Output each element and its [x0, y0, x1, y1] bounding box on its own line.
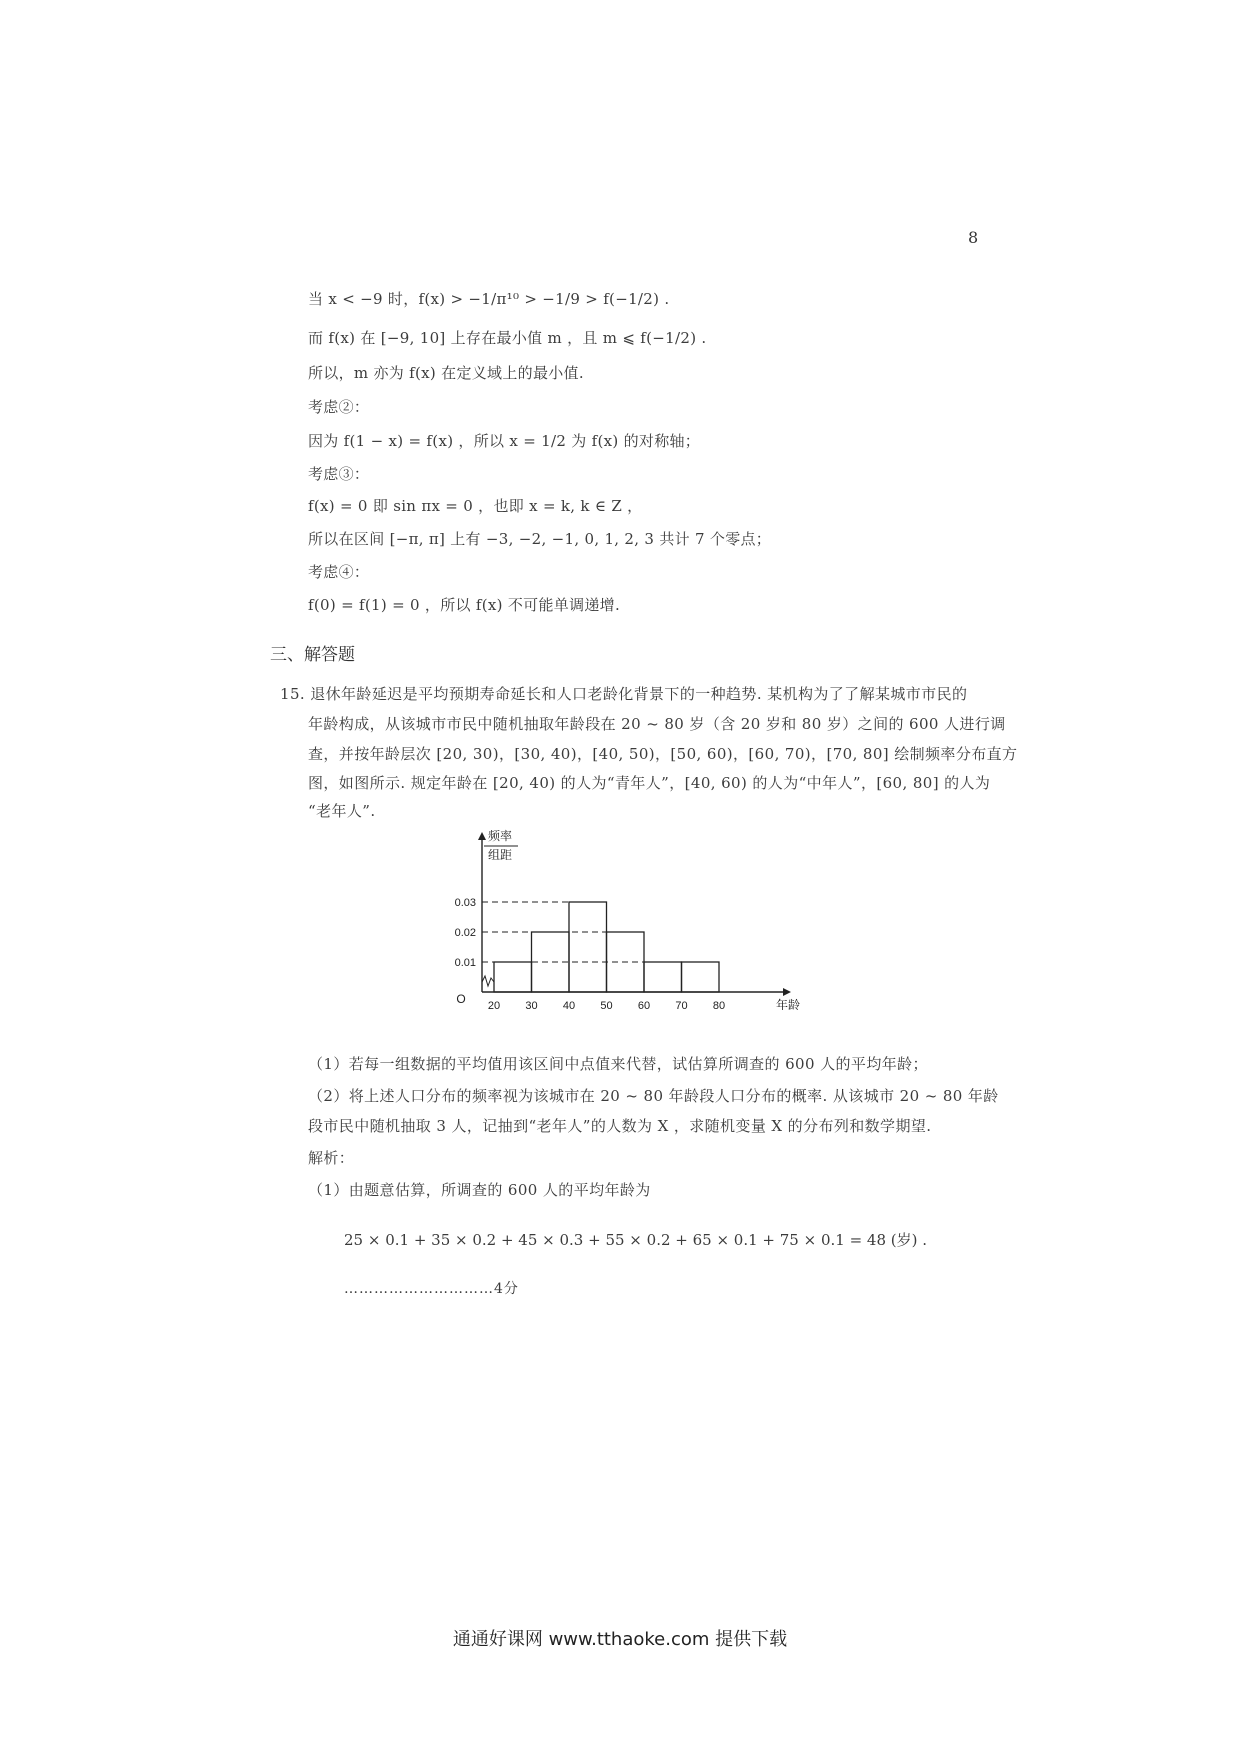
proof-line: 考虑④： — [308, 563, 370, 581]
question-line: （2）将上述人口分布的频率视为该城市在 20 ~ 80 年龄段人口分布的概率. 从该城市 20 ~ 80 年龄 — [308, 1087, 999, 1105]
x-tick-label: 20 — [487, 1000, 501, 1010]
footer: 通通好课网 www.tthaoke.com 提供下载 — [452, 1629, 788, 1650]
question-line: （1）若每一组数据的平均值用该区间中点值来代替，试估算所调查的 600 人的平均年龄； — [308, 1055, 928, 1073]
x-tick-label: 80 — [712, 1000, 726, 1010]
y-tick-label: 0.03 — [454, 897, 476, 909]
proof-line: 所以在区间 [−π, π] 上有 −3, −2, −1, 0, 1, 2, 3 共计 7 个零点； — [308, 530, 772, 548]
histogram-bar — [682, 962, 720, 992]
problem-line: 图，如图所示. 规定年龄在 [20, 40) 的人为“青年人”，[40, 60) 的人为“中年人”，[60, 80] 的人为 — [308, 774, 991, 792]
y-tick-label: 0.02 — [454, 927, 476, 939]
problem-line: 查，并按年龄层次 [20, 30)，[30, 40)，[40, 50)，[50, 60)，[60, 70)，[70, 80] 绘制频率分布直方 — [308, 745, 1018, 763]
x-tick-label: 50 — [600, 1000, 613, 1010]
histogram-bar — [644, 962, 682, 992]
y-axis-arrow — [478, 832, 486, 840]
histogram-bar — [569, 902, 607, 992]
y-axis-label: 组距 — [487, 848, 513, 862]
question-line: 段市民中随机抽取 3 人，记抽到“老年人”的人数为 X ，求随机变量 X 的分布列和数学期望. — [308, 1117, 932, 1135]
proof-line: f(x) = 0 即 sin πx = 0 ，也即 x = k, k ∈ Z ， — [308, 497, 643, 515]
y-axis-label: 频率 — [487, 829, 513, 843]
origin-label: O — [456, 992, 466, 1006]
proof-line: 所以，m 亦为 f(x) 在定义域上的最小值. — [308, 364, 584, 382]
proof-line: 而 f(x) 在 [−9, 10] 上存在最小值 m ，且 m ⩽ f(−1/2) . — [308, 329, 707, 347]
y-tick-label: 0.01 — [454, 957, 476, 969]
histogram-bar — [494, 962, 532, 992]
x-tick-label: 70 — [675, 1000, 688, 1010]
section-title: 三、解答题 — [270, 645, 355, 665]
problem-line: 15. 退休年龄延迟是平均预期寿命延长和人口老龄化背景下的一种趋势. 某机构为了了解某城市市民的 — [280, 685, 968, 703]
x-axis-label: 年龄 — [776, 998, 800, 1010]
proof-line: 当 x < −9 时，f(x) > −1/π¹⁰ > −1/9 > f(−1/2) . — [308, 290, 670, 308]
problem-line: 年龄构成，从该城市市民中随机抽取年龄段在 20 ~ 80 岁（含 20 岁和 80 岁）之间的 600 人进行调 — [308, 715, 1006, 733]
proof-line: 考虑③： — [308, 465, 370, 483]
solution-line: （1）由题意估算，所调查的 600 人的平均年龄为 — [308, 1181, 651, 1199]
score-line: …………………………4分 — [344, 1281, 519, 1297]
frequency-histogram — [440, 828, 800, 1010]
formula: 25 × 0.1 + 35 × 0.2 + 45 × 0.3 + 55 × 0.2 + 65 × 0.1 + 75 × 0.1 = 48 (岁) . — [344, 1231, 928, 1249]
x-tick-label: 60 — [637, 1000, 651, 1010]
axis-break — [482, 976, 494, 986]
page-number: 8 — [968, 228, 979, 247]
x-tick-label: 30 — [525, 1000, 538, 1010]
problem-line: “老年人”. — [308, 802, 376, 820]
x-tick-label: 40 — [562, 1000, 576, 1010]
proof-line: 考虑②： — [308, 398, 370, 416]
x-axis-arrow — [783, 988, 791, 996]
analysis-label: 解析： — [308, 1149, 355, 1167]
proof-line: 因为 f(1 − x) = f(x) ，所以 x = 1/2 为 f(x) 的对称轴； — [308, 432, 701, 450]
proof-line: f(0) = f(1) = 0 ，所以 f(x) 不可能单调递增. — [308, 596, 621, 614]
